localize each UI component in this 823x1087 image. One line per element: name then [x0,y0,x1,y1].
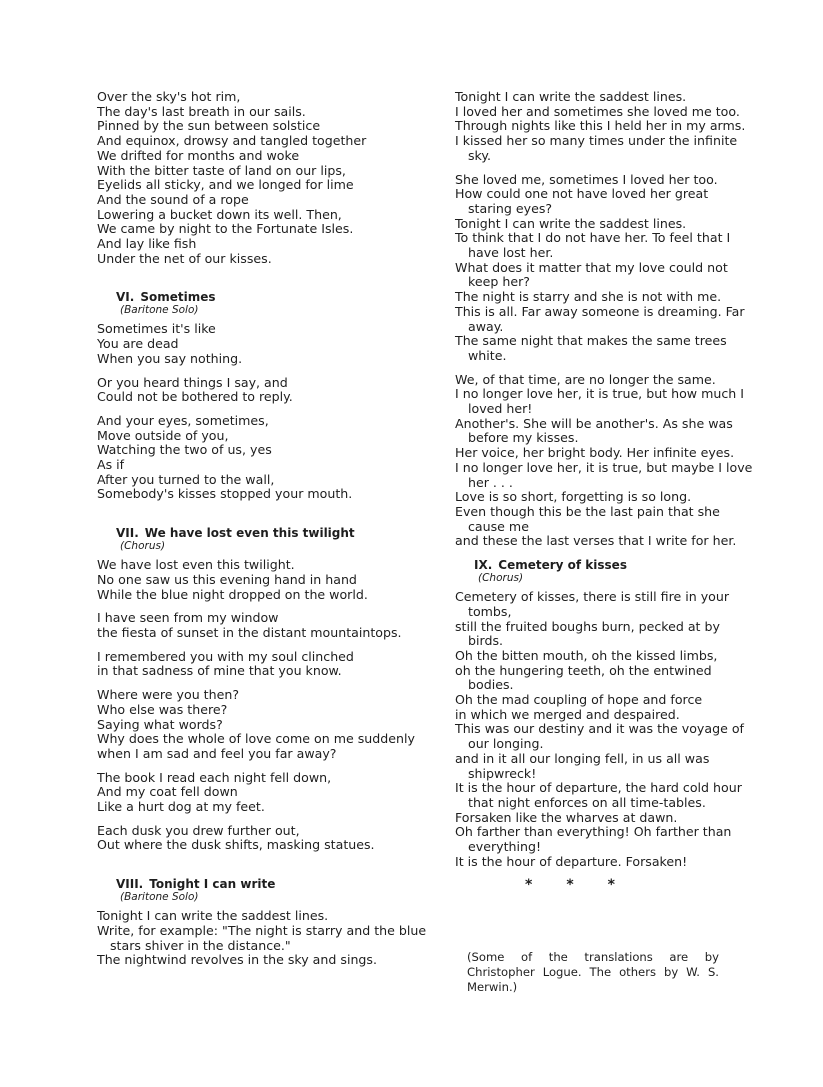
poem-line: Tonight I can write the saddest lines. [97,908,329,924]
poem-line: I remembered you with my soul clinched [97,648,354,664]
poem-line: Through nights like this I held her in my arms. [455,118,746,134]
section-heading [97,526,432,552]
poem-line: She loved me, sometimes I loved her too. [455,171,718,187]
poem-line: Each dusk you drew further out, [97,822,300,838]
poem-line: I kissed her so many times under the infinite sky. [455,133,738,163]
section-heading [97,877,432,903]
poem-line: in that sadness of mine that you know. [97,663,342,679]
stanza [455,90,755,164]
poem-line: Forsaken like the wharves at dawn. [455,809,678,825]
poem-line: Lowering a bucket down its well. Then, [97,206,342,222]
poem-line: Out where the dusk shifts, masking statues. [97,837,375,853]
section-title-text: Sometimes [140,290,216,305]
section-title [116,290,432,304]
poem-line: The night is starry and she is not with me. [455,289,722,305]
stanza [97,611,432,640]
poem-line: What does it matter that my love could not keep her? [455,259,728,290]
stanza [97,688,432,762]
poem-line: Her voice, her bright body. Her infinite eyes. [455,445,735,461]
poem-line: The day's last breath in our sails. [97,103,306,119]
section-voice: (Baritone Solo) [120,304,199,317]
poem-line: Pinned by the sun between solstice [97,118,321,134]
poem-line: With the bitter taste of land on our lips, [97,162,346,178]
poem-line: Saying what words? [97,716,223,732]
poem-line: Like a hurt dog at my feet. [97,799,265,815]
poem-line: Oh the mad coupling of hope and force [455,692,703,708]
poem-line: the fiesta of sunset in the distant mountaintops. [97,624,402,640]
poem-line: Sometimes it's like [97,321,216,337]
poem-line: When you say nothing. [97,350,243,366]
poem-line: The nightwind revolves in the sky and sings. [97,952,377,968]
stanza [97,771,432,815]
right-column [455,90,755,893]
poem-line: This was our destiny and it was the voyage of our longing. [455,721,744,752]
poem-line: Who else was there? [97,701,228,717]
poem-line: I loved her and sometimes she loved me too. [455,103,740,119]
stanza [97,414,432,502]
poem-line: Love is so short, forgetting is so long. [455,489,692,505]
stanza [97,558,432,602]
poem-line: While the blue night dropped on the world. [97,586,368,602]
poem-line: No one saw us this evening hand in hand [97,571,357,587]
translation-note: (Some of the translations are by Christopher Logue. The others by W. S. Merwin.) [467,950,719,994]
poem-line: The same night that makes the same trees white. [455,333,727,363]
poem-line: Why does the whole of love come on me suddenly [97,731,415,747]
poem-line: I no longer love her, it is true, but how much I loved her! [455,386,744,417]
stanza [97,322,432,366]
stanza [97,909,432,968]
section-title [116,526,432,540]
poem-line: I no longer love her, it is true, but maybe I love her . . . [455,459,753,490]
separator-stars [455,878,685,893]
section-number: VII. [116,526,139,541]
poem-line: And the sound of a rope [97,191,249,207]
section-title [474,558,755,572]
poem-line: Oh the bitten mouth, oh the kissed limbs, [455,647,718,663]
poem-line: Tonight I can write the saddest lines. [455,89,687,104]
poem-line: Could not be bothered to reply. [97,389,293,405]
poem-line: when I am sad and feel you far away? [97,745,337,761]
poem-line: It is the hour of departure. Forsaken! [455,853,688,869]
poem-line: We drifted for months and woke [97,147,300,163]
poem-line: Tonight I can write the saddest lines. [455,215,687,231]
section-heading [455,558,755,584]
poem-line: and in it all our longing fell, in us all was shipwreck! [455,750,710,781]
poem-line: Even though this be the last pain that she cause me [455,503,720,534]
poem-line: After you turned to the wall, [97,471,275,487]
stanza [97,650,432,679]
poem-line: Or you heard things I say, and [97,374,288,390]
poem-line: still the fruited boughs burn, pecked at by birds. [455,618,720,649]
poem-line: Write, for example: "The night is starry and the blue stars shiver in the distance." [97,922,427,953]
poem-line: oh the hungering teeth, oh the entwined bodies. [455,662,712,693]
stanza [97,90,432,266]
poem-line: Oh farther than everything! Oh farther than everything! [455,824,732,855]
separator-star: * [607,877,615,894]
poem-line: And lay like fish [97,236,197,252]
section-voice: (Chorus) [120,540,166,553]
poem-line: It is the hour of departure, the hard cold hour that night enforces on all time-tables. [455,780,742,810]
stanza [455,590,755,869]
poem-line: Where were you then? [97,687,240,703]
poem-line: We, of that time, are no longer the same. [455,371,716,387]
section-title-text: Cemetery of kisses [498,558,627,573]
poem-line: Somebody's kisses stopped your mouth. [97,486,353,502]
section-title [116,877,432,891]
stanza [455,173,755,364]
separator-star: * [566,877,574,894]
poem-line: We came by night to the Fortunate Isles. [97,221,354,237]
poem-line: As if [97,457,125,473]
poem-line: Over the sky's hot rim, [97,89,241,104]
left-column [97,90,432,977]
poem-line: and these the last verses that I write for her. [455,533,737,549]
section-number: VIII. [116,877,144,892]
poem-line: This is all. Far away someone is dreaming. Far away. [455,303,745,334]
poem-line: Under the net of our kisses. [97,250,272,266]
stanza [455,373,755,549]
poem-line: How could one not have loved her great staring eyes? [455,186,709,216]
section-voice: (Chorus) [478,572,524,585]
section-title-text: We have lost even this twilight [144,526,355,541]
poem-line: Move outside of you, [97,427,229,443]
poem-line: in which we merged and despaired. [455,706,680,722]
poem-line: And equinox, drowsy and tangled together [97,133,367,149]
poem-line: Cemetery of kisses, there is still fire in your tombs, [455,589,730,619]
section-heading [97,290,432,316]
section-number: IX. [474,558,493,573]
poem-line: And your eyes, sometimes, [97,412,269,428]
poem-line: I have seen from my window [97,610,279,626]
section-number: VI. [116,290,135,305]
stanza [97,376,432,405]
section-voice: (Baritone Solo) [120,891,199,904]
stanza [97,824,432,853]
poem-line: And my coat fell down [97,784,238,800]
poem-line: Another's. She will be another's. As she was before my kisses. [455,415,733,446]
poem-line: We have lost even this twilight. [97,557,295,573]
poem-line: You are dead [97,336,179,352]
poem-line: Eyelids all sticky, and we longed for lime [97,177,354,193]
poem-line: The book I read each night fell down, [97,769,332,785]
poem-line: Watching the two of us, yes [97,442,272,458]
section-title-text: Tonight I can write [149,877,276,892]
separator-star: * [525,877,533,894]
poem-line: To think that I do not have her. To feel that I have lost her. [455,230,731,261]
